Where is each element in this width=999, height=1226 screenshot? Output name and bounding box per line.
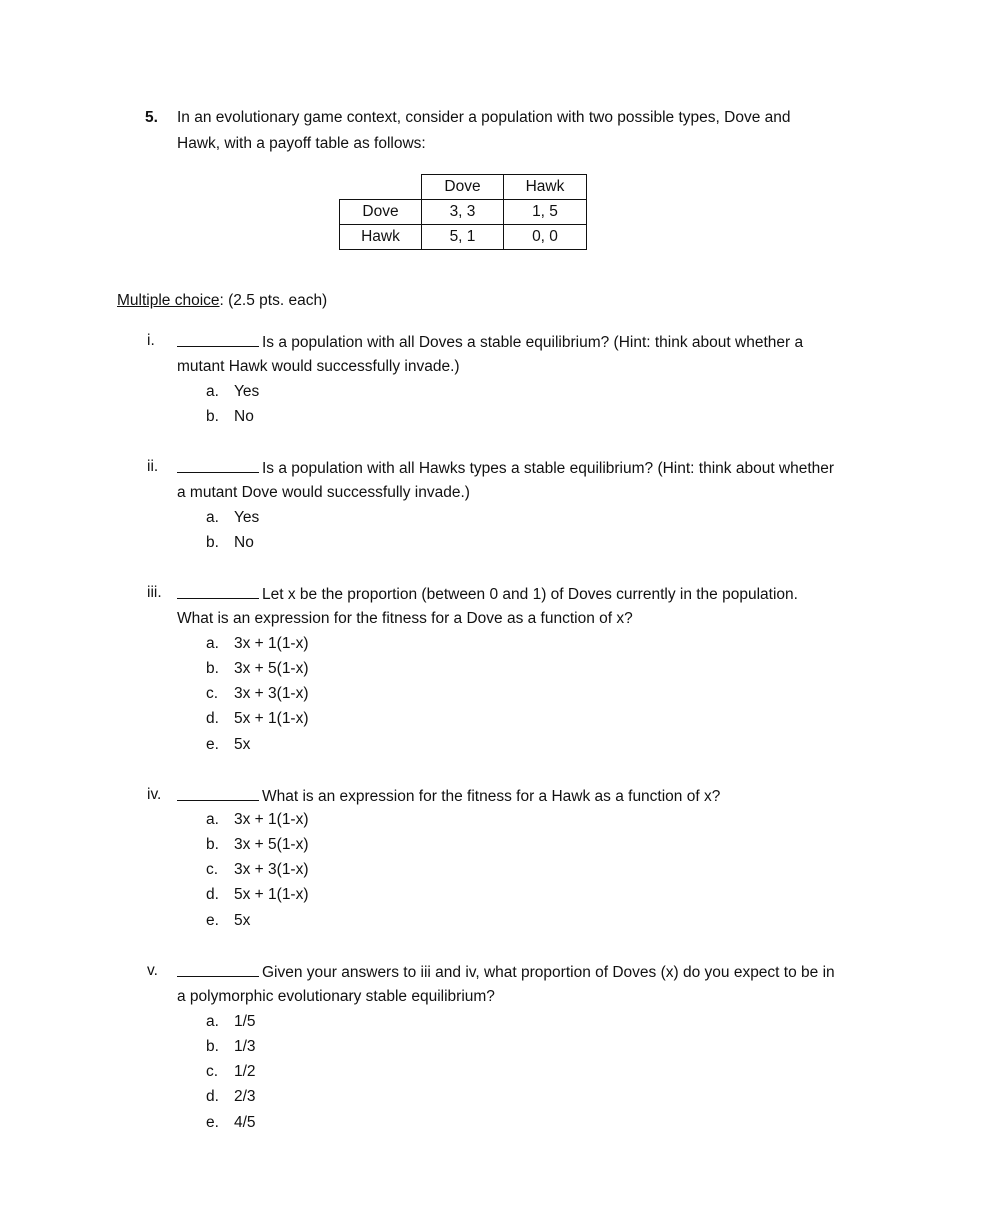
payoff-cell-dove-dove: 3, 3 (422, 200, 504, 225)
item-question-line2: What is an expression for the fitness for a Dove as a function of x? (177, 610, 633, 627)
option (206, 408, 254, 426)
option (206, 509, 259, 527)
item-question-text: Is a population with all Doves a stable equilibrium? (Hint: think about whether a (262, 334, 804, 351)
item-question-line1 (177, 332, 803, 352)
option (206, 912, 250, 930)
option (206, 635, 309, 653)
item-question-text: What is an expression for the fitness for a Hawk as a function of x? (262, 788, 721, 805)
option-text: Yes (234, 383, 260, 400)
option-text: 1/5 (234, 1013, 256, 1030)
option (206, 534, 254, 552)
option-text: 4/5 (234, 1114, 256, 1131)
option (206, 1038, 256, 1056)
option-text: No (234, 408, 254, 425)
option (206, 710, 309, 728)
payoff-header-row (340, 175, 587, 200)
item-numeral: iii. (147, 584, 162, 601)
option-letter: a. (206, 635, 219, 652)
option (206, 836, 309, 854)
option-letter: b. (206, 408, 219, 425)
option (206, 383, 259, 401)
option-text: 5x + 1(1-x) (234, 886, 309, 903)
option-text: 5x + 1(1-x) (234, 710, 309, 727)
item-question-line1 (177, 786, 720, 806)
item-question-text: Given your answers to iii and iv, what proportion of Doves (x) do you expect to be in (262, 964, 835, 981)
answer-blank[interactable] (177, 962, 259, 977)
item-question-text: Is a population with all Hawks types a stable equilibrium? (Hint: think about whether (262, 460, 835, 477)
payoff-corner-cell (340, 175, 422, 200)
item-question-text: Let x be the proportion (between 0 and 1) of Doves currently in the population. (262, 586, 798, 603)
option-letter: e. (206, 1114, 219, 1131)
option-text: 5x (234, 912, 251, 929)
section-suffix: : (2.5 pts. each) (219, 292, 328, 309)
option-text: 5x (234, 736, 251, 753)
option-text: 3x + 5(1-x) (234, 660, 309, 677)
item-question-line2: a mutant Dove would successfully invade.) (177, 484, 470, 501)
payoff-cell-hawk-dove: 5, 1 (422, 225, 504, 250)
answer-blank[interactable] (177, 458, 259, 473)
item-numeral: ii. (147, 458, 159, 475)
item-numeral: iv. (147, 786, 162, 803)
item-numeral: v. (147, 962, 158, 979)
option (206, 660, 309, 678)
option (206, 1013, 256, 1031)
payoff-row-dove (340, 200, 587, 225)
option-text: 2/3 (234, 1088, 256, 1105)
option-text: 3x + 5(1-x) (234, 836, 309, 853)
option (206, 685, 309, 703)
payoff-table (339, 174, 587, 250)
section-heading (117, 292, 327, 310)
option-letter: a. (206, 1013, 219, 1030)
section-title: Multiple choice (117, 292, 220, 309)
option-letter: e. (206, 736, 219, 753)
question-intro-line2: Hawk, with a payoff table as follows: (177, 135, 426, 152)
option-text: 3x + 1(1-x) (234, 811, 309, 828)
option-letter: d. (206, 886, 219, 903)
item-question-line1 (177, 962, 835, 982)
question-number: 5. (145, 109, 158, 126)
option-letter: a. (206, 383, 219, 400)
answer-blank[interactable] (177, 786, 259, 801)
payoff-row-hawk (340, 225, 587, 250)
option-letter: a. (206, 811, 219, 828)
option (206, 811, 309, 829)
payoff-row-label-dove: Dove (340, 200, 422, 225)
option (206, 1088, 256, 1106)
option-text: 3x + 1(1-x) (234, 635, 309, 652)
item-question-line2: mutant Hawk would successfully invade.) (177, 358, 460, 375)
option (206, 1063, 256, 1081)
option (206, 861, 309, 879)
payoff-cell-hawk-hawk: 0, 0 (504, 225, 587, 250)
option-letter: b. (206, 534, 219, 551)
item-numeral: i. (147, 332, 155, 349)
option-letter: c. (206, 1063, 219, 1080)
option-letter: d. (206, 710, 219, 727)
option-letter: a. (206, 509, 219, 526)
option-letter: d. (206, 1088, 219, 1105)
question-intro-line1: In an evolutionary game context, consider a population with two possible types, Dove and (177, 109, 791, 126)
option-text: No (234, 534, 254, 551)
option-letter: b. (206, 836, 219, 853)
option-letter: e. (206, 912, 219, 929)
option-text: 1/3 (234, 1038, 256, 1055)
option-letter: b. (206, 660, 219, 677)
option-text: 3x + 3(1-x) (234, 685, 309, 702)
answer-blank[interactable] (177, 332, 259, 347)
payoff-col-header-hawk: Hawk (504, 175, 587, 200)
option-letter: c. (206, 685, 219, 702)
answer-blank[interactable] (177, 584, 259, 599)
item-question-line1 (177, 584, 798, 604)
option-text: 3x + 3(1-x) (234, 861, 309, 878)
option-letter: b. (206, 1038, 219, 1055)
item-question-line1 (177, 458, 834, 478)
payoff-cell-dove-hawk: 1, 5 (504, 200, 587, 225)
payoff-col-header-dove: Dove (422, 175, 504, 200)
option (206, 736, 250, 754)
option-text: 1/2 (234, 1063, 256, 1080)
item-question-line2: a polymorphic evolutionary stable equilibrium? (177, 988, 495, 1005)
option (206, 1114, 256, 1132)
payoff-row-label-hawk: Hawk (340, 225, 422, 250)
option (206, 886, 309, 904)
option-letter: c. (206, 861, 219, 878)
option-text: Yes (234, 509, 260, 526)
